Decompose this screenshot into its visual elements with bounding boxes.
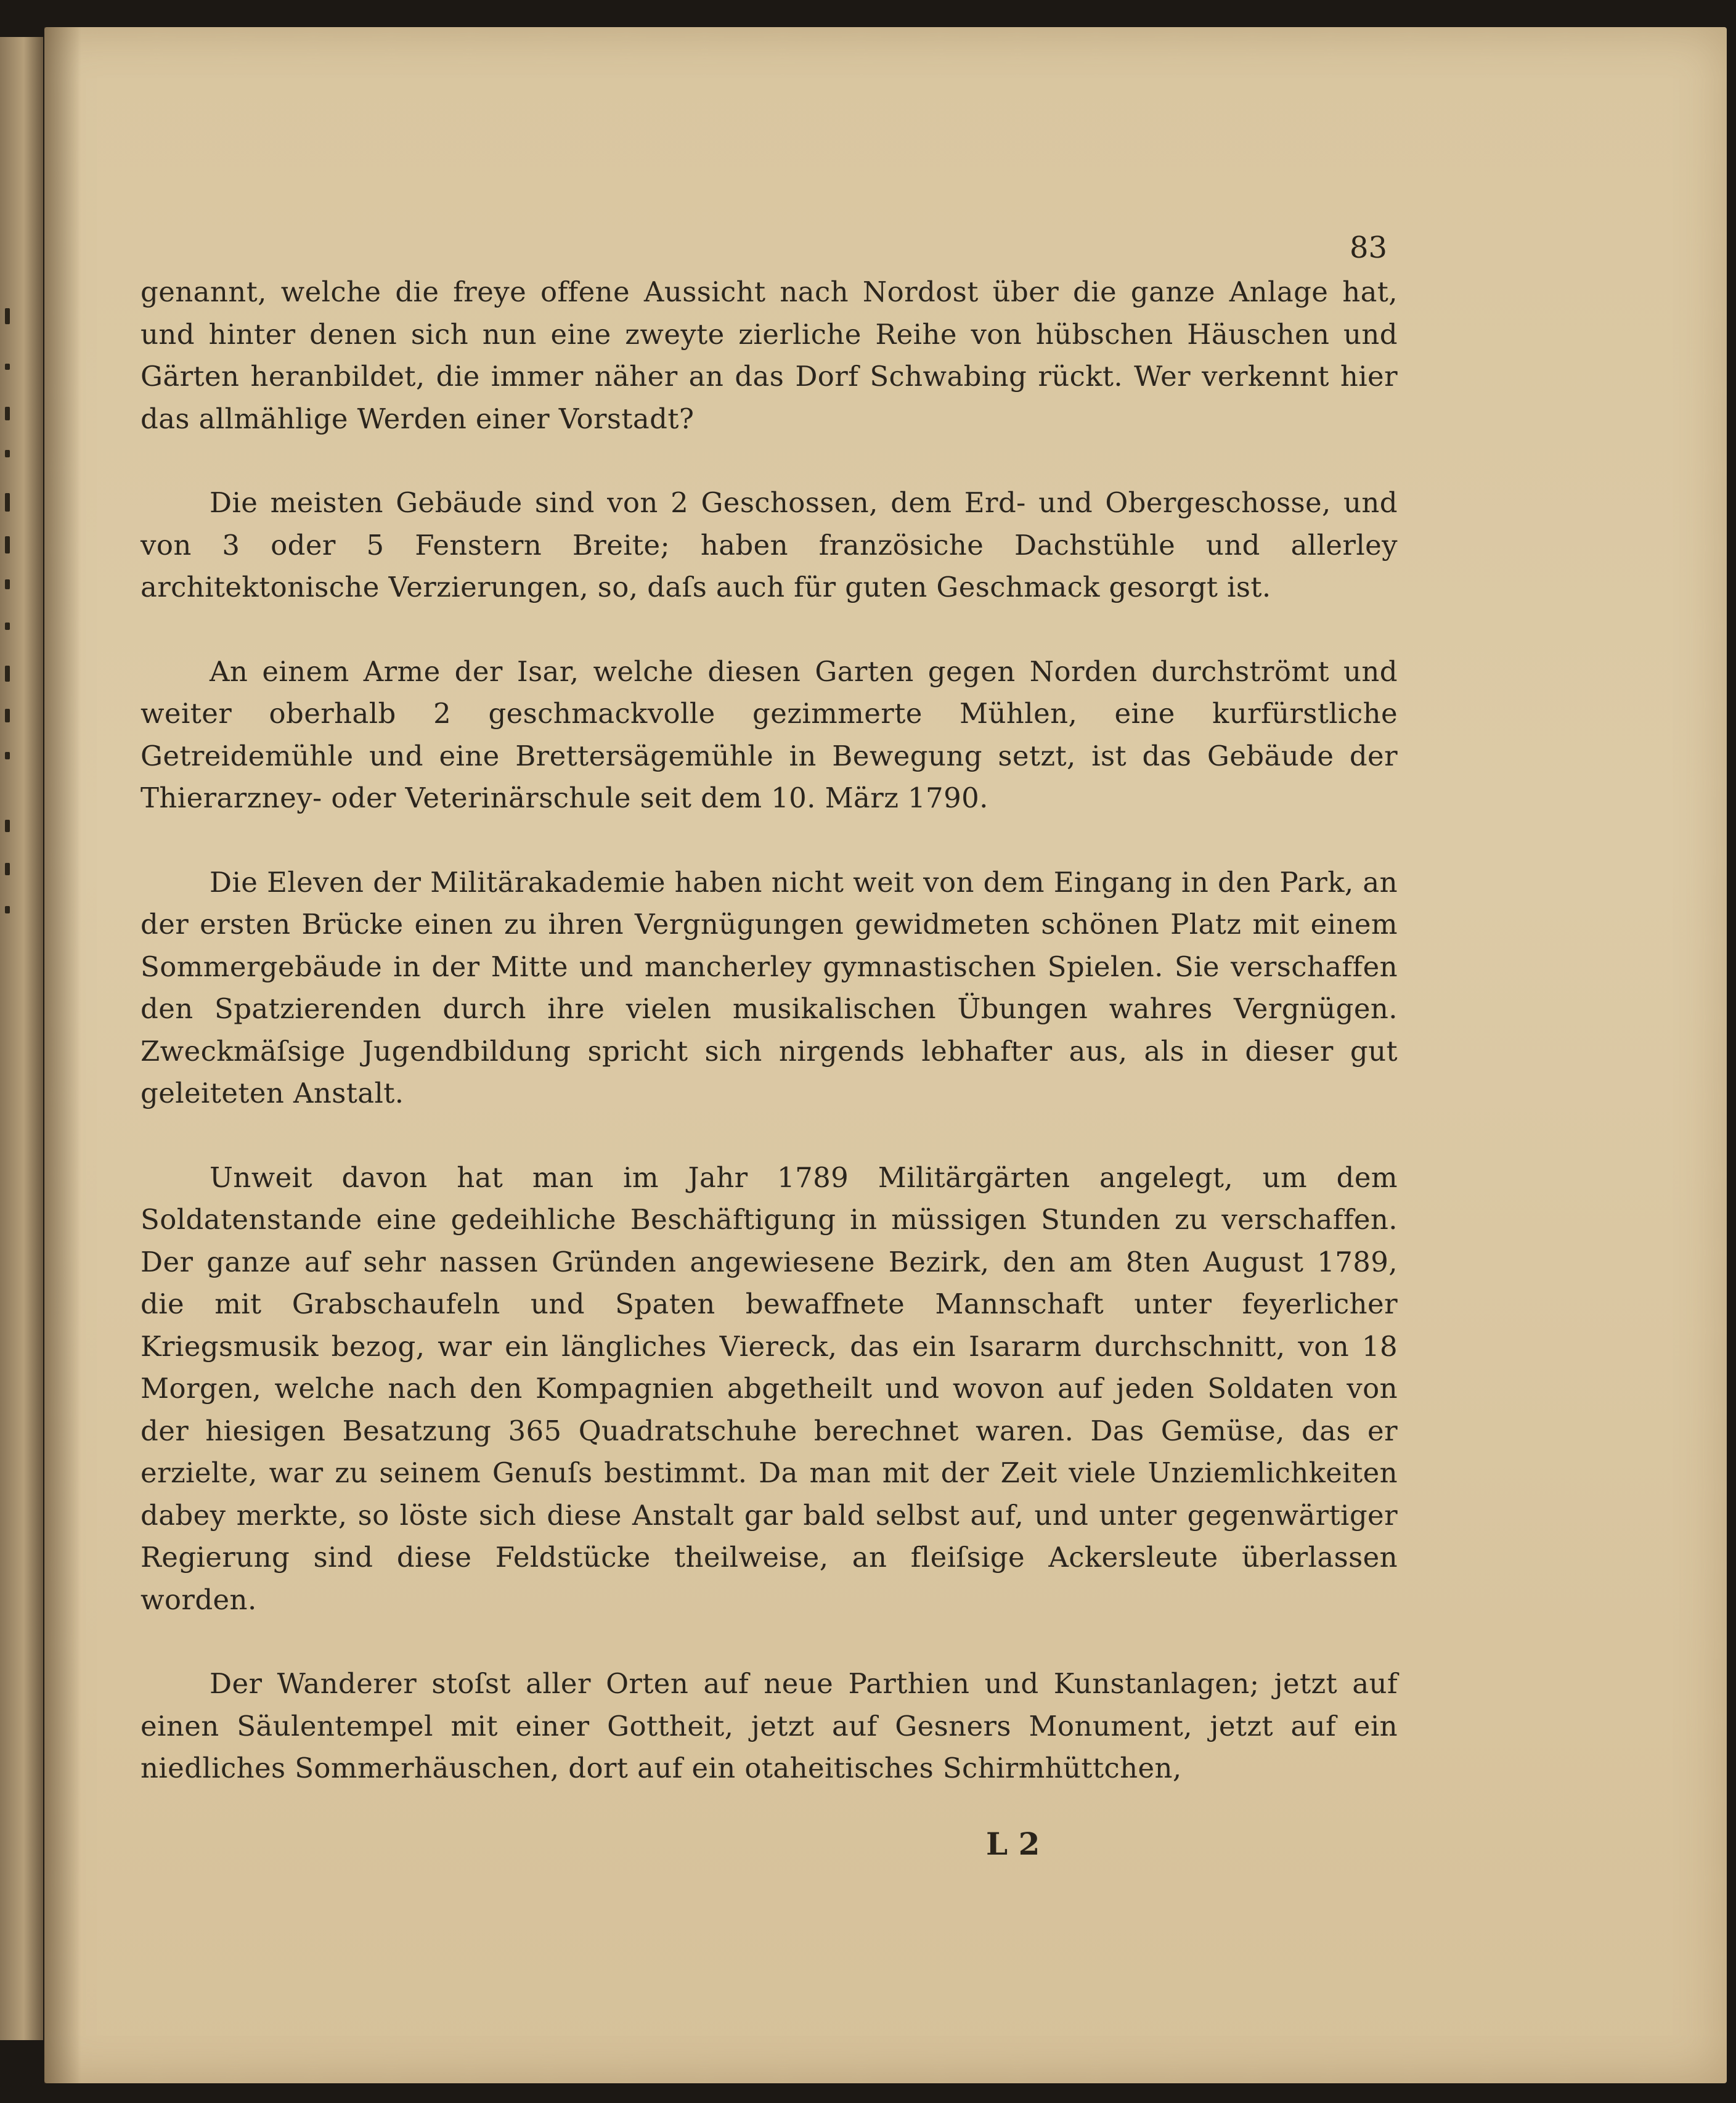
paragraph: Unweit davon hat man im Jahr 1789 Militärgärten angelegt, um dem Soldatenstande eine gedeihliche Beschäftigung in müssigen Stunden zu verschaffen. Der ganze auf sehr nassen Gründen angewiesene Bezirk, den am 8ten August 1789, die mit Grabschaufeln und Spaten bewaffnete Mannschaft unter feyerlicher Kriegsmusik bezog, war ein längliches Viereck, das ein Isararm durchschnitt, von 18 Morgen, welche nach den Kompagnien abgetheilt und wovon auf jeden Soldaten von der hiesigen Besatzung 365 Quadratschuhe berechnet waren. Das Gemüse, das er erzielte, war zu seinem Genuſs bestimmt. Da man mit der Zeit viele Unziemlichkeiten dabey merkte, so löste sich diese Anstalt gar bald selbst auf, und unter gegenwärtiger Regierung sind diese Feldstücke theilweise, an fleiſsige Ackersleute überlassen worden. — [141, 1161, 1398, 1616]
body-text — [141, 271, 1398, 1790]
paragraph: genannt, welche die freye offene Aussicht nach Nordost über die ganze Anlage hat, und hinter denen sich nun eine zweyte zierliche Reihe von hübschen Häuschen und Gärten heranbildet, die immer näher an das Dorf Schwabing rückt. Wer verkennt hier das allmählige Werden einer Vorstadt? — [141, 276, 1398, 435]
printer-signature-mark: L 2 — [986, 1826, 1040, 1862]
paragraph: Die meisten Gebäude sind von 2 Geschossen, dem Erd- und Obergeschosse, und von 3 oder 5 Fenstern Breite; haben französiche Dachstühle und allerley architektonische Verzierungen, so, daſs auch für guten Geschmack gesorgt ist. — [141, 486, 1398, 603]
paragraph: An einem Arme der Isar, welche diesen Garten gegen Norden durchströmt und weiter oberhalb 2 geschmackvolle gezimmerte Mühlen, eine kurfürstliche Getreidemühle und eine Brettersägemühle in Bewegung setzt, ist das Gebäude der Thierarzney- oder Veterinärschule seit dem 10. März 1790. — [141, 655, 1398, 814]
paragraph: Die Eleven der Militärakademie haben nicht weit von dem Eingang in den Park, an der ersten Brücke einen zu ihren Vergnügungen gewidmeten schönen Platz mit einem Sommergebäude in der Mitte und mancherley gymnastischen Spielen. Sie verschaffen den Spatzierenden durch ihre vielen musikalischen Übungen wahres Vergnügen. Zweckmäſsige Jugendbildung spricht sich nirgends lebhafter aus, als in dieser gut geleiteten Anstalt. — [141, 865, 1398, 1109]
page-number: 83 — [1350, 231, 1388, 265]
facing-page-edge — [0, 37, 43, 2040]
facing-page-ink-marks — [5, 308, 23, 1109]
paragraph: Der Wanderer stoſst aller Orten auf neue Parthien und Kunstanlagen; jetzt auf einen Säulentempel mit einer Gottheit, jetzt auf Gesners Monument, jetzt auf ein niedliches Sommerhäuschen, dort auf ein otaheitisches Schirmhüttchen, — [141, 1667, 1398, 1784]
page-gutter-shadow — [44, 27, 81, 2083]
